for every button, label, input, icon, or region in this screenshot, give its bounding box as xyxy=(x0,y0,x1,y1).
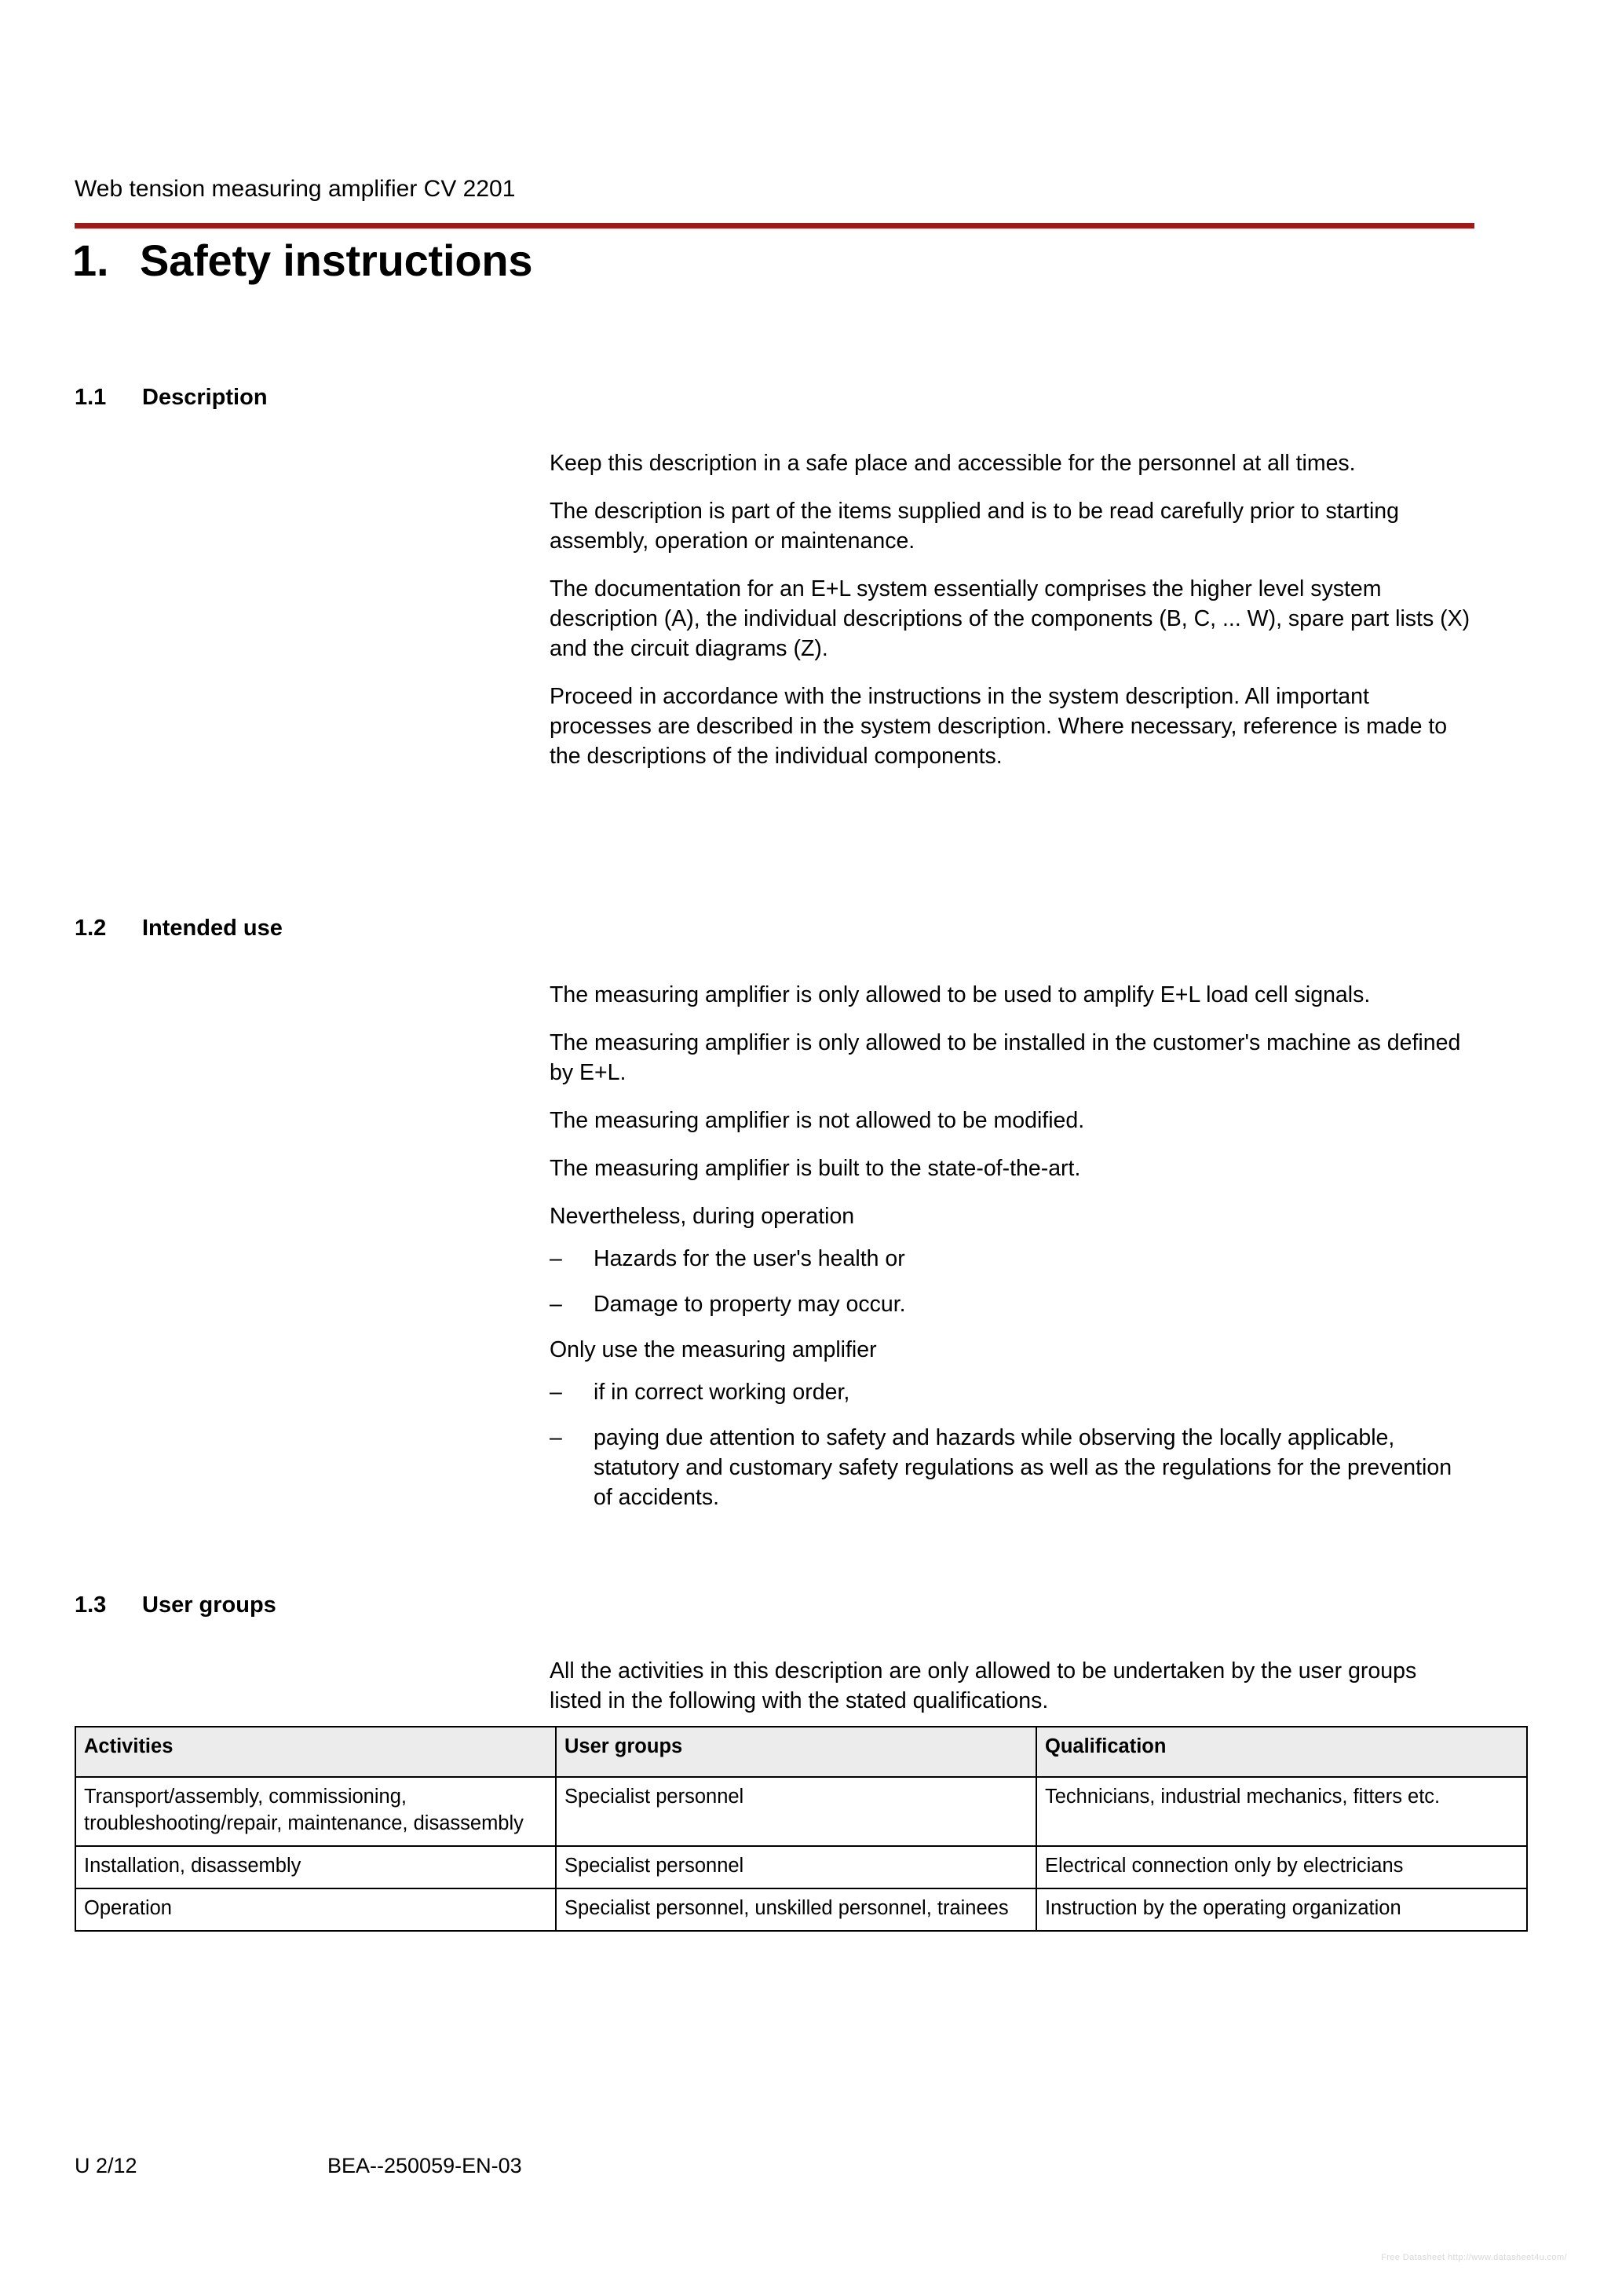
chapter-title xyxy=(72,236,1474,286)
paragraph: The description is part of the items supplied and is to be read carefully prior to starting assembly, operation or maintenance. xyxy=(550,498,1399,554)
table-header-row xyxy=(75,1727,1527,1777)
table-row xyxy=(75,1846,1527,1888)
column-header-qualification: Qualification xyxy=(1036,1727,1527,1777)
column-header-activities: Activities xyxy=(75,1727,556,1777)
list-item-text: if in correct working order, xyxy=(594,1380,850,1406)
list-item xyxy=(550,1423,1474,1512)
user-groups-table xyxy=(75,1726,1528,1932)
list-item xyxy=(550,1377,1474,1407)
cell-qualification: Electrical connection only by electricians xyxy=(1036,1846,1527,1888)
paragraph: The documentation for an E+L system essentially comprises the higher level system description (A), the individual descriptions of the components (B, C, ... W), spare part lists (X) and the circuit diagrams (Z). xyxy=(550,576,1470,662)
cell-activities: Transport/assembly, commissioning, troubleshooting/repair, maintenance, disassembly xyxy=(75,1777,556,1846)
dash-bullet-icon: – xyxy=(550,1292,562,1318)
paragraph: Keep this description in a safe place and accessible for the personnel at all times. xyxy=(550,450,1356,476)
section-description xyxy=(75,384,1474,789)
footer-page-number: U 2/12 xyxy=(75,2154,137,2177)
section-number-1-3: 1.3 xyxy=(75,1592,107,1618)
page-footer xyxy=(75,2153,1474,2178)
list-intro: Nevertheless, during operation xyxy=(550,1204,855,1230)
paragraph: The measuring amplifier is built to the state-of-the-art. xyxy=(550,1155,1081,1181)
list-item-text: Hazards for the user's health or xyxy=(594,1246,905,1272)
usage-conditions-list xyxy=(550,1377,1474,1512)
paragraph: The measuring amplifier is only allowed to be installed in the customer's machine as defined by E+L. xyxy=(550,1029,1461,1085)
list-item xyxy=(550,1289,1474,1319)
cell-qualification: Technicians, industrial mechanics, fitters etc. xyxy=(1036,1777,1527,1846)
section-title-1-2: Intended use xyxy=(142,916,283,941)
cell-user-groups: Specialist personnel, unskilled personnel, trainees xyxy=(556,1888,1036,1931)
running-header xyxy=(75,174,1474,204)
section-heading-1-1 xyxy=(75,384,1474,411)
footer-document-id: BEA--250059-EN-03 xyxy=(327,2154,522,2177)
section-title-1-1: Description xyxy=(142,385,268,410)
section-body-1-3 xyxy=(550,1656,1474,1716)
cell-qualification: Instruction by the operating organization xyxy=(1036,1888,1527,1931)
section-number-1-1: 1.1 xyxy=(75,385,107,410)
section-heading-1-3 xyxy=(75,1592,1474,1619)
section-intended-use xyxy=(75,915,1474,1528)
paragraph: All the activities in this description are only allowed to be undertaken by the user groups listed in the following with the stated qualifications. xyxy=(550,1658,1417,1713)
list-item-text: Damage to property may occur. xyxy=(594,1292,906,1318)
dash-bullet-icon: – xyxy=(550,1425,562,1451)
paragraph: Proceed in accordance with the instructions in the system description. All important processes are described in the system description. Where necessary, reference is made to the descriptions of the individual components. xyxy=(550,684,1448,770)
section-heading-1-2 xyxy=(75,915,1474,942)
section-body-1-2 xyxy=(550,980,1474,1513)
section-title-1-3: User groups xyxy=(142,1592,276,1618)
cell-user-groups: Specialist personnel xyxy=(556,1777,1036,1846)
paragraph: The measuring amplifier is only allowed to be used to amplify E+L load cell signals. xyxy=(550,982,1371,1007)
cell-user-groups: Specialist personnel xyxy=(556,1846,1036,1888)
header-red-rule xyxy=(75,223,1474,229)
chapter-number: 1. xyxy=(72,236,109,285)
chapter-title-text: Safety instructions xyxy=(140,236,533,285)
cell-activities: Operation xyxy=(75,1888,556,1931)
table-row xyxy=(75,1888,1527,1931)
hazards-list xyxy=(550,1244,1474,1319)
section-number-1-2: 1.2 xyxy=(75,916,107,941)
dash-bullet-icon: – xyxy=(550,1380,562,1406)
section-user-groups xyxy=(75,1592,1474,1716)
list-intro: Only use the measuring amplifier xyxy=(550,1337,877,1363)
list-item-text: paying due attention to safety and hazards while observing the locally applicable, statutory and customary safety regulations as well as the regulations for the prevention of accidents. xyxy=(594,1425,1452,1511)
section-body-1-1 xyxy=(550,448,1474,771)
datasheet-watermark: Free Datasheet http://www.datasheet4u.com/ xyxy=(1381,2253,1567,2262)
dash-bullet-icon: – xyxy=(550,1246,562,1272)
table-row xyxy=(75,1777,1527,1846)
cell-activities: Installation, disassembly xyxy=(75,1846,556,1888)
paragraph: The measuring amplifier is not allowed to be modified. xyxy=(550,1107,1085,1133)
list-item xyxy=(550,1244,1474,1274)
column-header-user-groups: User groups xyxy=(556,1727,1036,1777)
running-header-title: Web tension measuring amplifier CV 2201 xyxy=(75,176,516,202)
